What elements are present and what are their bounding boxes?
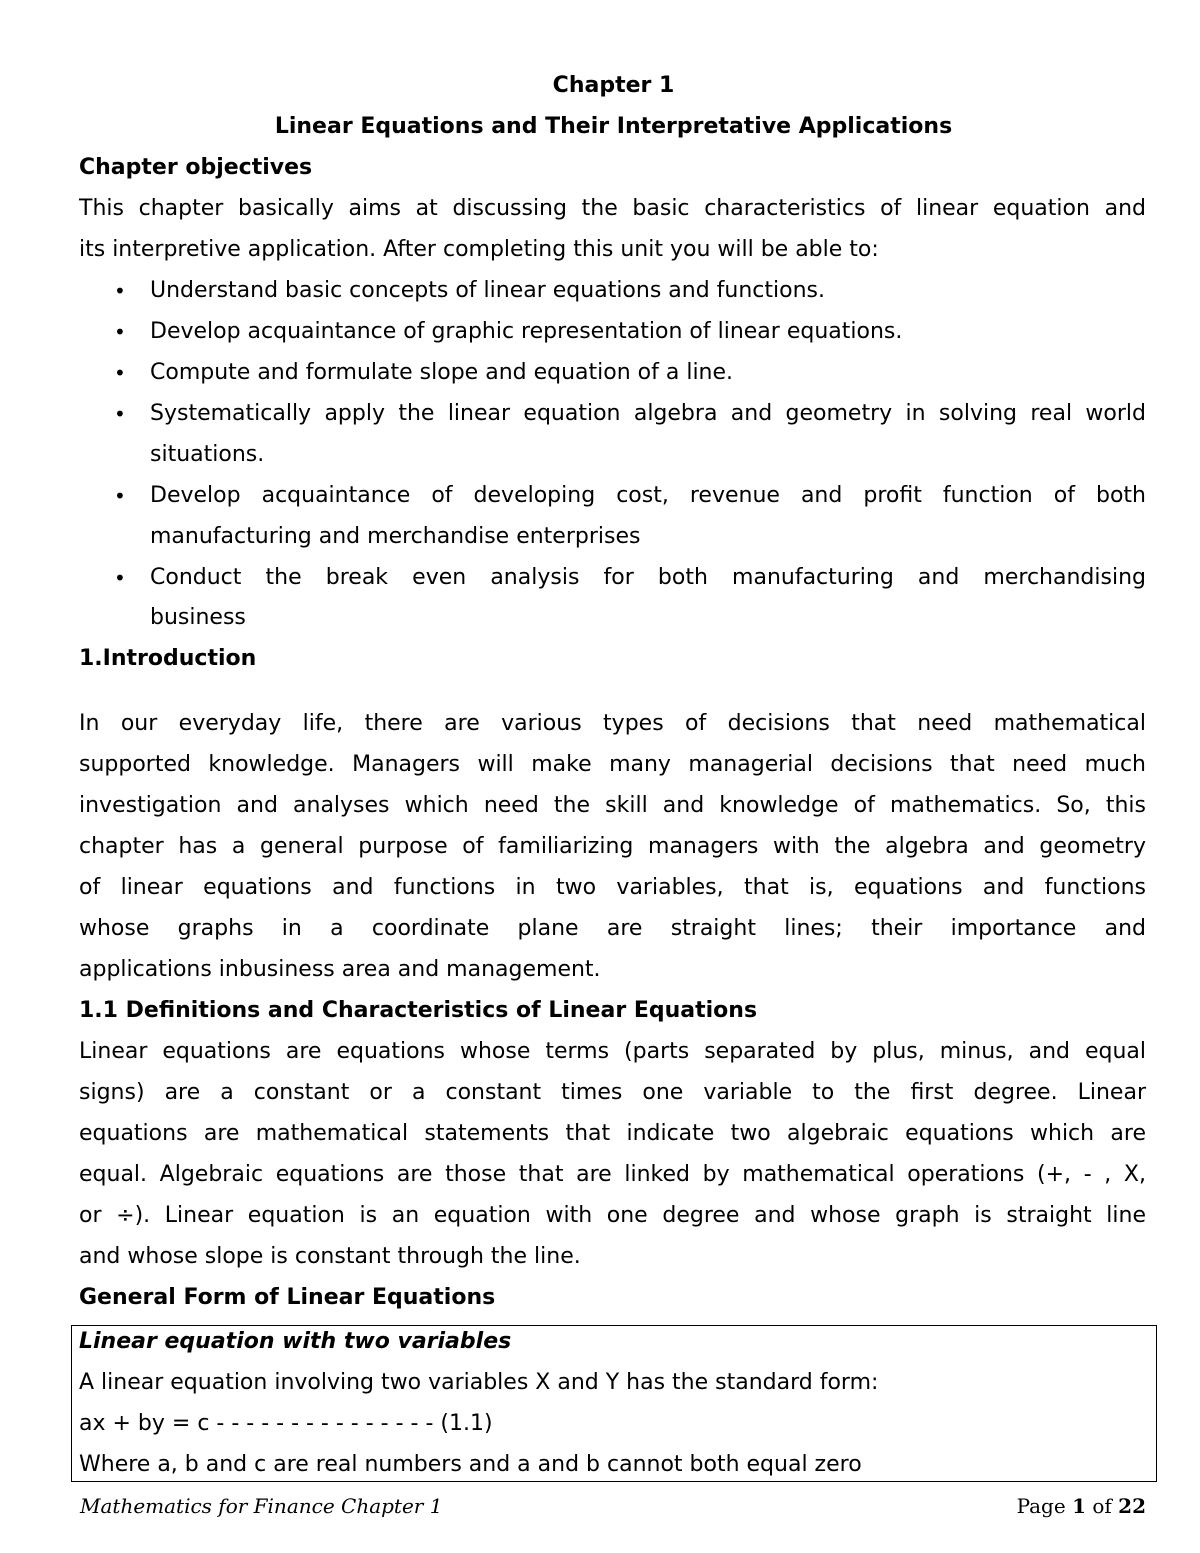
objectives-heading: Chapter objectives [79, 155, 313, 180]
introduction-line: applications inbusiness area and management. [79, 957, 601, 982]
introduction-line: whose graphs in a coordinate plane are straight lines; their importance and [79, 916, 1146, 941]
footer-page-of: of [1085, 1494, 1119, 1518]
footer-page-current: 1 [1072, 1494, 1086, 1518]
objective-item: Understand basic concepts of linear equations and functions. [150, 278, 825, 303]
bullet-marker: • [114, 279, 126, 303]
objectives-intro-line-2: its interpretive application. After completing this unit you will be able to: [79, 237, 879, 262]
objective-item-continued: situations. [150, 442, 265, 467]
footer-page-prefix: Page [1016, 1494, 1073, 1518]
objective-item: Conduct the break even analysis for both manufacturing and merchandising [150, 565, 1146, 590]
bullet-marker: • [114, 484, 126, 508]
objective-item: Systematically apply the linear equation algebra and geometry in solving real world [150, 401, 1146, 426]
definition-box-equation: ax + by = c - - - - - - - - - - - - - - - (1.1) [79, 1411, 493, 1436]
section-1-1-line: Linear equations are equations whose terms (parts separated by plus, minus, and equal [79, 1039, 1146, 1064]
introduction-line: In our everyday life, there are various types of decisions that need mathematical [79, 711, 1146, 736]
objective-item: Develop acquaintance of graphic representation of linear equations. [150, 319, 903, 344]
chapter-number: Chapter 1 [552, 73, 675, 98]
section-1-1-line: equations are mathematical statements that indicate two algebraic equations which are [79, 1121, 1146, 1146]
section-1-1-line: signs) are a constant or a constant times one variable to the first degree. Linear [79, 1080, 1146, 1105]
introduction-line: investigation and analyses which need the skill and knowledge of mathematics. So, this [79, 793, 1146, 818]
definition-box-title: Linear equation with two variables [79, 1329, 512, 1354]
objective-item-continued: business [150, 605, 246, 630]
section-1-1-line: equal. Algebraic equations are those that are linked by mathematical operations (+, - , X, [79, 1162, 1146, 1187]
introduction-heading: 1.Introduction [79, 646, 257, 671]
objective-item-continued: manufacturing and merchandise enterprises [150, 524, 641, 549]
definition-box-line: Where a, b and c are real numbers and a and b cannot both equal zero [79, 1452, 862, 1477]
introduction-line: of linear equations and functions in two variables, that is, equations and functions [79, 875, 1146, 900]
objective-item: Compute and formulate slope and equation of a line. [150, 360, 734, 385]
general-form-heading: General Form of Linear Equations [79, 1285, 496, 1310]
section-1-1-line: and whose slope is constant through the line. [79, 1244, 581, 1269]
objectives-intro-line-1: This chapter basically aims at discussing the basic characteristics of linear equation and [79, 196, 1146, 221]
bullet-marker: • [114, 320, 126, 344]
bullet-marker: • [114, 402, 126, 426]
footer-document-title: Mathematics for Finance Chapter 1 [80, 1494, 443, 1518]
introduction-line: chapter has a general purpose of familiarizing managers with the algebra and geometry [79, 834, 1146, 859]
footer-page-number [1017, 1492, 1146, 1520]
footer-page-total: 22 [1118, 1494, 1146, 1518]
bullet-marker: • [114, 566, 126, 590]
section-1-1-line: or ÷). Linear equation is an equation with one degree and whose graph is straight line [79, 1203, 1146, 1228]
bullet-marker: • [114, 361, 126, 385]
chapter-title: Linear Equations and Their Interpretative Applications [274, 114, 953, 139]
objective-item: Develop acquaintance of developing cost, revenue and profit function of both [150, 483, 1146, 508]
definition-box-line: A linear equation involving two variables X and Y has the standard form: [79, 1370, 879, 1395]
introduction-line: supported knowledge. Managers will make many managerial decisions that need much [79, 752, 1146, 777]
section-heading-1-1: 1.1 Definitions and Characteristics of Linear Equations [79, 998, 758, 1023]
